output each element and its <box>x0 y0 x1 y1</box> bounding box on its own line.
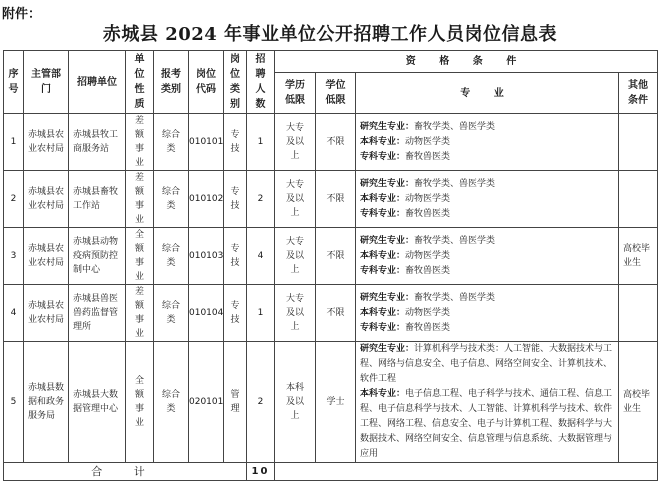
major-value: 畜牧学类、兽医学类 <box>414 121 496 132</box>
positions-table <box>3 50 658 481</box>
cell-post-code: 010103 <box>189 228 224 285</box>
cell-exam-type: 综合类 <box>154 285 189 342</box>
cell-dept: 赤城县数据和政务服务局 <box>24 342 69 463</box>
cell-post-type: 专技 <box>224 285 247 342</box>
major-label: 本科专业： <box>360 307 406 318</box>
major-value: 畜牧学类、兽医学类 <box>414 292 496 303</box>
table-row <box>4 114 658 171</box>
cell-unit: 赤城县大数据管理中心 <box>69 342 126 463</box>
cell-other: 高校毕业生 <box>619 342 658 463</box>
major-label: 研究生专业： <box>360 344 415 354</box>
major-label: 专科专业： <box>360 322 406 333</box>
cell-seq: 1 <box>4 114 24 171</box>
cell-degree: 学士 <box>316 342 356 463</box>
header-education: 学历低限 <box>275 73 316 114</box>
header-unit: 招聘单位 <box>69 51 126 114</box>
major-label: 专科专业： <box>360 208 406 219</box>
major-label: 研究生专业： <box>360 235 415 246</box>
cell-exam-type: 综合类 <box>154 228 189 285</box>
header-unit-type: 单位性质 <box>126 51 154 114</box>
cell-dept: 赤城县农业农村局 <box>24 228 69 285</box>
header-count: 招聘人数 <box>247 51 275 114</box>
cell-dept: 赤城县农业农村局 <box>24 171 69 228</box>
cell-other <box>619 171 658 228</box>
header-qualifications: 资 格 条 件 <box>275 51 658 73</box>
cell-dept: 赤城县农业农村局 <box>24 285 69 342</box>
major-label: 研究生专业： <box>360 178 415 189</box>
header-major: 专 业 <box>356 73 619 114</box>
cell-seq: 2 <box>4 171 24 228</box>
cell-unit-type: 全额事业 <box>126 228 154 285</box>
major-value: 动物医学类 <box>405 307 451 318</box>
major-value: 畜牧学类、兽医学类 <box>414 178 496 189</box>
cell-exam-type: 综合类 <box>154 114 189 171</box>
cell-post-type: 专技 <box>224 171 247 228</box>
header-post-type: 岗位类别 <box>224 51 247 114</box>
cell-unit-type: 差额事业 <box>126 285 154 342</box>
cell-education: 本科及以上 <box>275 342 316 463</box>
major-label: 本科专业： <box>360 389 406 399</box>
cell-post-code: 010101 <box>189 114 224 171</box>
cell-count: 2 <box>247 342 275 463</box>
cell-unit: 赤城县兽医兽药监督管理所 <box>69 285 126 342</box>
header-seq: 序号 <box>4 51 24 114</box>
cell-count: 2 <box>247 171 275 228</box>
cell-major <box>356 228 619 285</box>
major-value: 动物医学类 <box>405 250 451 261</box>
major-value: 畜牧兽医类 <box>405 322 451 333</box>
major-value: 畜牧兽医类 <box>405 265 451 276</box>
cell-degree: 不限 <box>316 228 356 285</box>
cell-post-code: 010102 <box>189 171 224 228</box>
cell-dept: 赤城县农业农村局 <box>24 114 69 171</box>
cell-education: 大专及以上 <box>275 171 316 228</box>
attachment-label: 附件： <box>2 7 42 22</box>
cell-post-code: 020101 <box>189 342 224 463</box>
total-count: 10 <box>247 463 275 481</box>
cell-exam-type: 综合类 <box>154 342 189 463</box>
total-label: 合 计 <box>4 463 247 481</box>
major-label: 本科专业： <box>360 193 406 204</box>
major-label: 研究生专业： <box>360 292 415 303</box>
cell-count: 1 <box>247 114 275 171</box>
major-value: 计算机科学与技术类：人工智能、大数据技术与工程、网络与信息安全、电子信息、网络空间安全、计算机技术、软件工程 <box>360 344 613 384</box>
cell-major <box>356 342 619 463</box>
cell-major <box>356 171 619 228</box>
document-title: 赤城县 2024 年事业单位公开招聘工作人员岗位信息表 <box>102 24 558 45</box>
cell-education: 大专及以上 <box>275 285 316 342</box>
cell-post-type: 管理 <box>224 342 247 463</box>
cell-unit: 赤城县动物疫病预防控制中心 <box>69 228 126 285</box>
cell-unit-type: 差额事业 <box>126 171 154 228</box>
major-value: 动物医学类 <box>405 136 451 147</box>
header-exam-type: 报考类别 <box>154 51 189 114</box>
cell-other <box>619 114 658 171</box>
major-value: 动物医学类 <box>405 193 451 204</box>
header-post-code: 岗位代码 <box>189 51 224 114</box>
cell-exam-type: 综合类 <box>154 171 189 228</box>
header-other: 其他条件 <box>619 73 658 114</box>
cell-unit: 赤城县牧工商服务站 <box>69 114 126 171</box>
cell-count: 4 <box>247 228 275 285</box>
major-label: 本科专业： <box>360 136 406 147</box>
cell-degree: 不限 <box>316 285 356 342</box>
cell-major <box>356 285 619 342</box>
cell-count: 1 <box>247 285 275 342</box>
table-row <box>4 285 658 342</box>
cell-post-type: 专技 <box>224 228 247 285</box>
cell-post-type: 专技 <box>224 114 247 171</box>
major-label: 专科专业： <box>360 151 406 162</box>
cell-education: 大专及以上 <box>275 114 316 171</box>
major-value: 畜牧学类、兽医学类 <box>414 235 496 246</box>
table-row <box>4 228 658 285</box>
header-degree: 学位低限 <box>316 73 356 114</box>
header-dept: 主管部门 <box>24 51 69 114</box>
cell-degree: 不限 <box>316 114 356 171</box>
table-row <box>4 342 658 463</box>
cell-other <box>619 285 658 342</box>
major-value: 电子信息工程、电子科学与技术、通信工程、信息工程、电子信息科学与技术、人工智能、计算机科学与技术、软件工程、网络工程、信息安全、电子与计算机工程、数据科学与大数据技术、网络空间安全、信息管理与信息系统、大数据管理与应用 <box>360 389 613 459</box>
cell-seq: 5 <box>4 342 24 463</box>
cell-unit-type: 全额事业 <box>126 342 154 463</box>
cell-seq: 3 <box>4 228 24 285</box>
cell-unit: 赤城县畜牧工作站 <box>69 171 126 228</box>
cell-degree: 不限 <box>316 171 356 228</box>
cell-seq: 4 <box>4 285 24 342</box>
major-label: 研究生专业： <box>360 121 415 132</box>
cell-post-code: 010104 <box>189 285 224 342</box>
total-empty <box>275 463 658 481</box>
major-value: 畜牧兽医类 <box>405 208 451 219</box>
major-label: 本科专业： <box>360 250 406 261</box>
cell-other: 高校毕业生 <box>619 228 658 285</box>
cell-education: 大专及以上 <box>275 228 316 285</box>
cell-major <box>356 114 619 171</box>
total-row <box>4 463 658 481</box>
major-label: 专科专业： <box>360 265 406 276</box>
major-value: 畜牧兽医类 <box>405 151 451 162</box>
cell-unit-type: 差额事业 <box>126 114 154 171</box>
table-row <box>4 171 658 228</box>
